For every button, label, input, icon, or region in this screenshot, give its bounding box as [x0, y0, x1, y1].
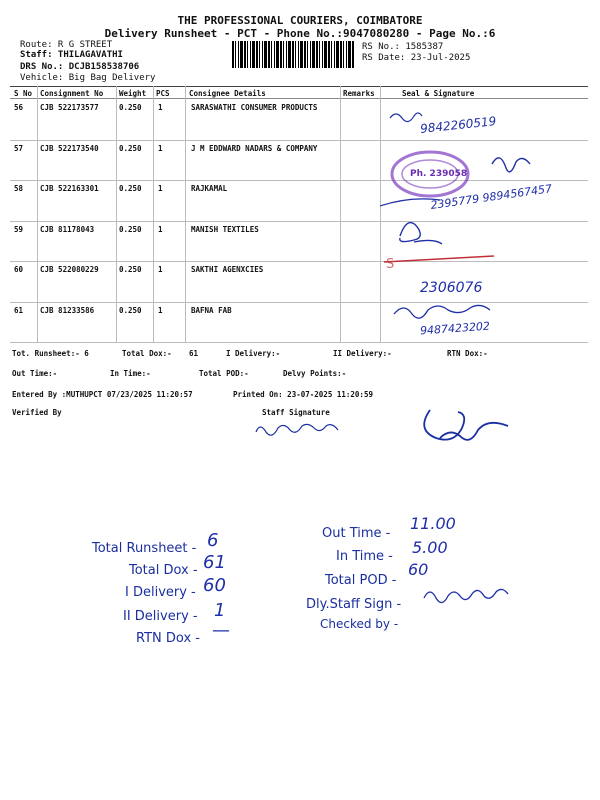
signature-scribble — [394, 305, 490, 318]
row-consignee: J M EDDWARD NADARS & COMPANY — [191, 144, 318, 153]
stamp-dly-staff-sign-label: Dly.Staff Sign - — [306, 597, 402, 612]
stamp-rtn-dox-value: — — [212, 620, 230, 641]
stamp-total-pod-value: 60 — [408, 560, 429, 579]
entered-by: Entered By :MUTHUPCT 07/23/2025 11:20:57 — [12, 390, 193, 399]
col-divider — [340, 86, 341, 342]
stamp-total-runsheet-value: 6 — [207, 530, 219, 551]
col-consignee: Consignee Details — [189, 89, 266, 98]
row-consignee: BAFNA FAB — [191, 306, 232, 315]
rs-no: RS No.: 1585387 — [362, 42, 444, 52]
row-consignee: MANISH TEXTILES — [191, 225, 259, 234]
total-dox-value: 61 — [189, 349, 199, 358]
row-sno: 56 — [14, 103, 24, 112]
row-weight: 0.250 — [119, 225, 142, 234]
stamp-i-delivery-label: I Delivery - — [125, 585, 196, 600]
row-pcs: 1 — [158, 265, 163, 274]
col-weight: Weight — [119, 89, 147, 98]
stamp-total-runsheet-label: Total Runsheet - — [92, 541, 197, 556]
stamp-i-delivery-value: 60 — [203, 575, 226, 596]
col-consignment: Consignment No — [40, 89, 104, 98]
row-consignee: SAKTHI AGENXCIES — [191, 265, 264, 274]
row-sno: 57 — [14, 144, 24, 153]
in-time: In Time:- — [110, 369, 151, 378]
stamp-ii-delivery-value: 1 — [214, 600, 226, 621]
signature-scribble — [400, 223, 442, 244]
stamp-total-dox-label: Total Dox - — [129, 563, 198, 578]
row-pcs: 1 — [158, 103, 163, 112]
col-remarks: Remarks — [343, 89, 375, 98]
row-weight: 0.250 — [119, 265, 142, 274]
col-divider — [116, 86, 117, 342]
stamp-out-time-label: Out Time - — [322, 526, 391, 541]
row-consignment: CJB 522173540 — [40, 144, 99, 153]
stamp-total-dox-value: 61 — [203, 552, 226, 573]
col-divider — [37, 86, 38, 342]
col-divider — [153, 86, 154, 342]
stamp-rtn-dox-label: RTN Dox - — [136, 631, 200, 646]
row-weight: 0.250 — [119, 144, 142, 153]
i-delivery: I Delivery:- — [226, 349, 281, 358]
col-divider — [185, 86, 186, 342]
staff-signature-label: Staff Signature — [262, 408, 330, 417]
vehicle: Vehicle: Big Bag Delivery — [20, 73, 156, 83]
row-consignment: CJB 522173577 — [40, 103, 99, 112]
col-sno: S No — [14, 89, 33, 98]
row-sno: 58 — [14, 184, 24, 193]
handwritten-phone-61: 9487423202 — [419, 319, 491, 338]
total-dox-label: Total Dox:- — [122, 349, 172, 358]
drs-number: DRS No.: DCJB158538706 — [20, 62, 140, 72]
row-pcs: 1 — [158, 306, 163, 315]
row-consignment: CJB 81233586 — [40, 306, 95, 315]
row-pcs: 1 — [158, 225, 163, 234]
rs-date: RS Date: 23-Jul-2025 — [362, 53, 471, 63]
row-consignment: CJB 522163301 — [40, 184, 99, 193]
row-weight: 0.250 — [119, 103, 142, 112]
printed-on: Printed On: 23-07-2025 11:20:59 — [233, 390, 373, 399]
ii-delivery: II Delivery:- — [333, 349, 392, 358]
handwritten-signatures — [380, 96, 590, 346]
stamp-in-time-label: In Time - — [336, 549, 393, 564]
staff: Staff: THILAGAVATHI — [20, 50, 123, 60]
row-weight: 0.250 — [119, 306, 142, 315]
stamp-out-time-value: 11.00 — [410, 514, 456, 533]
barcode — [232, 41, 354, 68]
row-consignee: SARASWATHI CONSUMER PRODUCTS — [191, 103, 318, 112]
red-strikeout — [384, 256, 494, 262]
stamp-checked-by-label: Checked by - — [320, 617, 399, 631]
row-sno: 61 — [14, 306, 24, 315]
verifier-signature — [410, 390, 530, 470]
row-weight: 0.250 — [119, 184, 142, 193]
signature-scribble — [390, 113, 422, 122]
row-sno: 60 — [14, 265, 24, 274]
col-seal: Seal & Signature — [402, 89, 475, 98]
stamp-phone-58: Ph. 239058 — [410, 169, 468, 179]
tot-runsheet: Tot. Runsheet:- 6 — [12, 349, 89, 358]
row-pcs: 1 — [158, 184, 163, 193]
stamp-dly-staff-signature — [420, 580, 520, 610]
stamp-in-time-value: 5.00 — [412, 538, 448, 557]
delvy-points: Delvy Points:- — [283, 369, 347, 378]
handwritten-number-60: 2306076 — [420, 280, 483, 296]
rtn-dox: RTN Dox:- — [447, 349, 488, 358]
handwritten-phone-56: 9842260519 — [419, 114, 497, 136]
table-top-rule — [10, 86, 588, 87]
row-pcs: 1 — [158, 144, 163, 153]
route: Route: R G STREET — [20, 40, 113, 50]
row-consignment: CJB 81178043 — [40, 225, 95, 234]
stamp-ii-delivery-label: II Delivery - — [123, 609, 198, 624]
verified-by: Verified By — [12, 408, 62, 417]
total-pod: Total POD:- — [199, 369, 249, 378]
handwritten-phone-58: 2395779 9894567457 — [429, 182, 553, 212]
company-title: THE PROFESSIONAL COURIERS, COIMBATORE — [177, 14, 423, 27]
row-consignee: RAJKAMAL — [191, 184, 228, 193]
out-time: Out Time:- — [12, 369, 58, 378]
runsheet-subtitle: Delivery Runsheet - PCT - Phone No.:9047080280 - Page No.:6 — [104, 27, 496, 40]
row-sno: 59 — [14, 225, 24, 234]
col-pcs: PCS — [156, 89, 170, 98]
row-consignment: CJB 522080229 — [40, 265, 99, 274]
stamp-total-pod-label: Total POD - — [325, 573, 397, 588]
red-scrawl: S — [386, 257, 395, 272]
staff-signature-scribble — [250, 412, 360, 442]
signature-scribble — [492, 158, 530, 172]
